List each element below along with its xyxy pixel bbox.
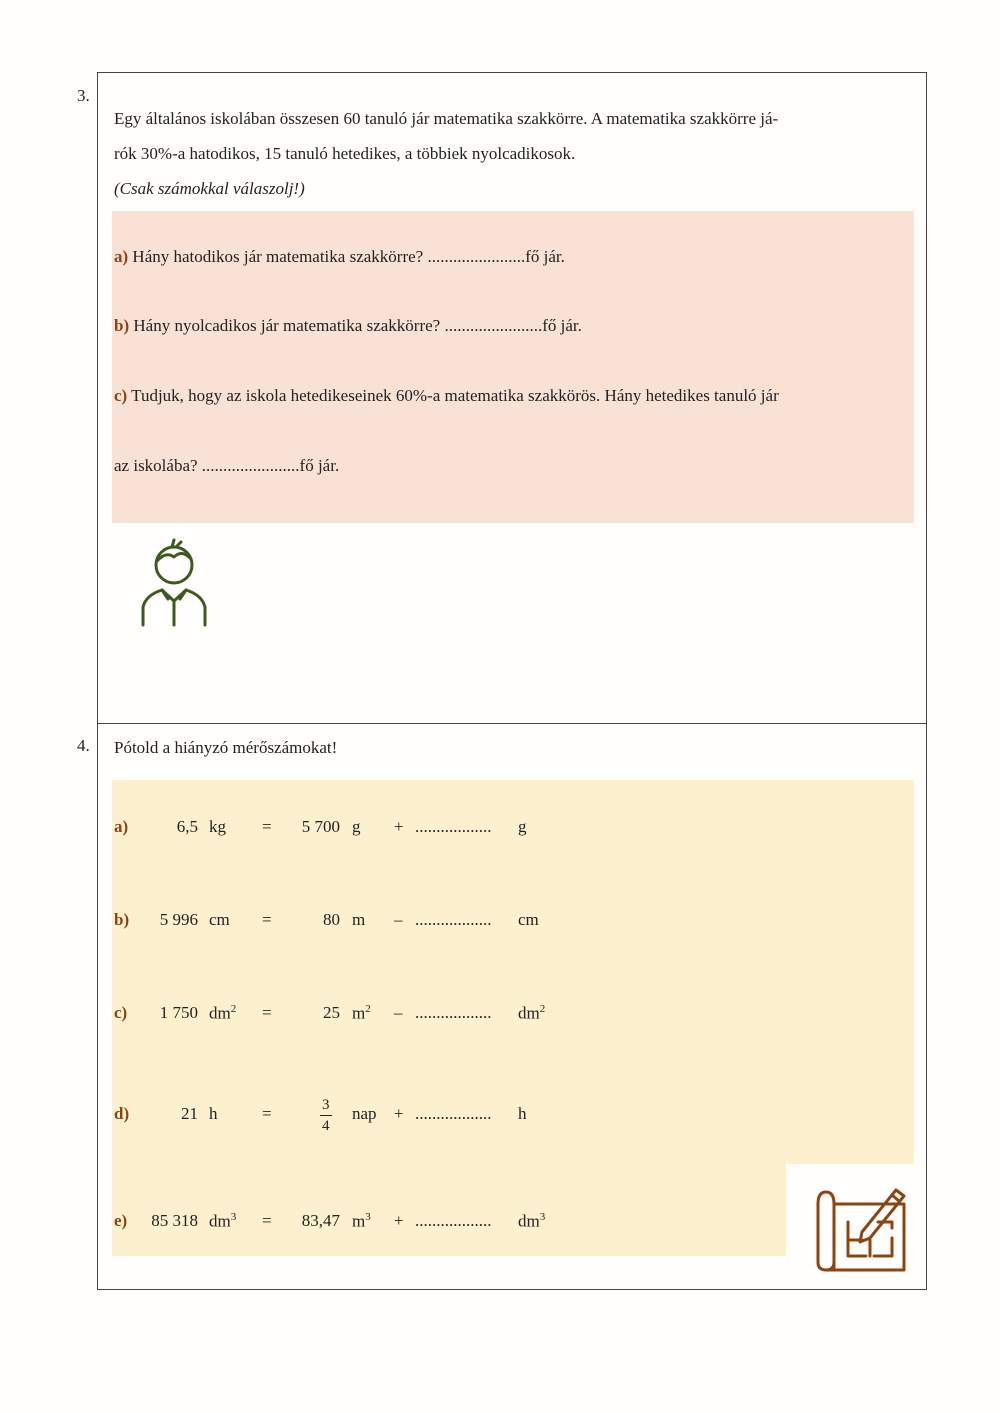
row-e-unit3 <box>518 1211 545 1232</box>
row-a-value1: 6,5 <box>176 817 198 836</box>
row-a-equals: = <box>262 817 272 836</box>
row-e-unit1 <box>209 1211 236 1232</box>
question-b <box>114 316 582 336</box>
question-c <box>114 386 779 406</box>
row-e-operator: + <box>394 1211 404 1230</box>
row-a-blank[interactable]: .................. <box>415 817 492 836</box>
task4-number: 4. <box>77 736 90 755</box>
question-c-continuation: az iskolába? .......................fő jár. <box>114 456 340 475</box>
row-d-blank[interactable]: .................. <box>415 1104 492 1123</box>
row-c-unit3 <box>518 1003 545 1024</box>
row-b-letter: b) <box>114 910 130 929</box>
row-c-operator: – <box>394 1003 403 1022</box>
question-c-text: Tudjuk, hogy az iskola hetedikeseinek 60%-a matematika szakkörös. Hány hetedikes tanuló jár <box>131 386 779 405</box>
row-a-letter: a) <box>114 817 129 836</box>
row-e-unit2-base: m <box>352 1211 366 1231</box>
row-e-value1: 85 318 <box>151 1211 198 1230</box>
student-icon <box>138 535 210 629</box>
row-c-unit3-base: dm <box>518 1003 540 1023</box>
task4-box <box>97 723 927 1290</box>
row-d-unit3: h <box>518 1104 527 1123</box>
row-b-equals: = <box>262 910 272 929</box>
row-d-numerator: 3 <box>320 1095 332 1116</box>
row-d-equals: = <box>262 1104 272 1123</box>
task3-hint: (Csak számokkal válaszolj!) <box>114 179 305 198</box>
row-e-equals: = <box>262 1211 272 1230</box>
row-a-unit1: kg <box>209 817 226 836</box>
row-a-unit3: g <box>518 817 527 836</box>
row-d-unit2: nap <box>352 1104 377 1123</box>
row-c-letter: c) <box>114 1003 128 1022</box>
task3-intro-line1: Egy általános iskolában összesen 60 tanuló jár matematika szakkörre. A matematika szakkörre já- <box>114 109 779 128</box>
row-e-blank[interactable]: .................. <box>415 1211 492 1230</box>
question-c-letter: c) <box>114 386 128 405</box>
row-e-unit2-exponent: 3 <box>365 1211 371 1223</box>
question-a-letter: a) <box>114 247 129 266</box>
task4-title: Pótold a hiányzó mérőszámokat! <box>114 738 338 757</box>
row-e-unit2 <box>352 1211 371 1232</box>
row-d-fraction <box>320 1094 332 1136</box>
row-a-unit2: g <box>352 817 361 836</box>
blueprint-icon <box>808 1182 908 1274</box>
row-e-value2: 83,47 <box>301 1211 340 1230</box>
blueprint-icon-area <box>786 1164 914 1256</box>
row-c-unit2-exponent: 2 <box>365 1003 371 1015</box>
row-d-unit1: h <box>209 1104 218 1123</box>
row-c-value2: 25 <box>323 1003 340 1022</box>
row-b-value2: 80 <box>323 910 340 929</box>
question-b-text: Hány nyolcadikos jár matematika szakkörre? .......................fő jár. <box>133 316 582 335</box>
row-c-unit3-exponent: 2 <box>539 1003 546 1015</box>
row-c-blank[interactable]: .................. <box>415 1003 492 1022</box>
row-e-letter: e) <box>114 1211 128 1230</box>
question-b-letter: b) <box>114 316 130 335</box>
row-e-unit1-exponent: 3 <box>230 1211 237 1223</box>
task3-question-panel <box>112 211 914 523</box>
row-e-unit1-base: dm <box>209 1211 231 1231</box>
row-c-equals: = <box>262 1003 272 1022</box>
row-d-operator: + <box>394 1104 404 1123</box>
row-b-unit1: cm <box>209 910 230 929</box>
task3-number: 3. <box>77 86 90 105</box>
row-d-value1: 21 <box>181 1104 198 1123</box>
question-a-text: Hány hatodikos jár matematika szakkörre? .......................fő jár. <box>132 247 565 266</box>
row-b-blank[interactable]: .................. <box>415 910 492 929</box>
task4-exercise-panel <box>112 780 914 1256</box>
row-b-value1: 5 996 <box>159 910 198 929</box>
row-b-unit2: m <box>352 910 366 929</box>
task3-intro-line2: rók 30%-a hatodikos, 15 tanuló hetedikes, a többiek nyolcadikosok. <box>114 144 576 163</box>
row-e-unit3-base: dm <box>518 1211 540 1231</box>
row-c-unit1-exponent: 2 <box>230 1003 237 1015</box>
question-a <box>114 247 565 267</box>
task3-box <box>97 72 927 724</box>
row-d-denominator: 4 <box>322 1118 330 1134</box>
row-d-letter: d) <box>114 1104 130 1123</box>
row-b-unit3: cm <box>518 910 539 929</box>
row-c-unit2 <box>352 1003 371 1024</box>
row-c-unit1-base: dm <box>209 1003 231 1023</box>
row-a-operator: + <box>394 817 404 836</box>
row-c-unit1 <box>209 1003 236 1024</box>
row-b-operator: – <box>394 910 403 929</box>
row-c-value1: 1 750 <box>159 1003 198 1022</box>
row-a-value2: 5 700 <box>301 817 340 836</box>
row-c-unit2-base: m <box>352 1003 366 1023</box>
row-e-unit3-exponent: 3 <box>539 1211 546 1223</box>
